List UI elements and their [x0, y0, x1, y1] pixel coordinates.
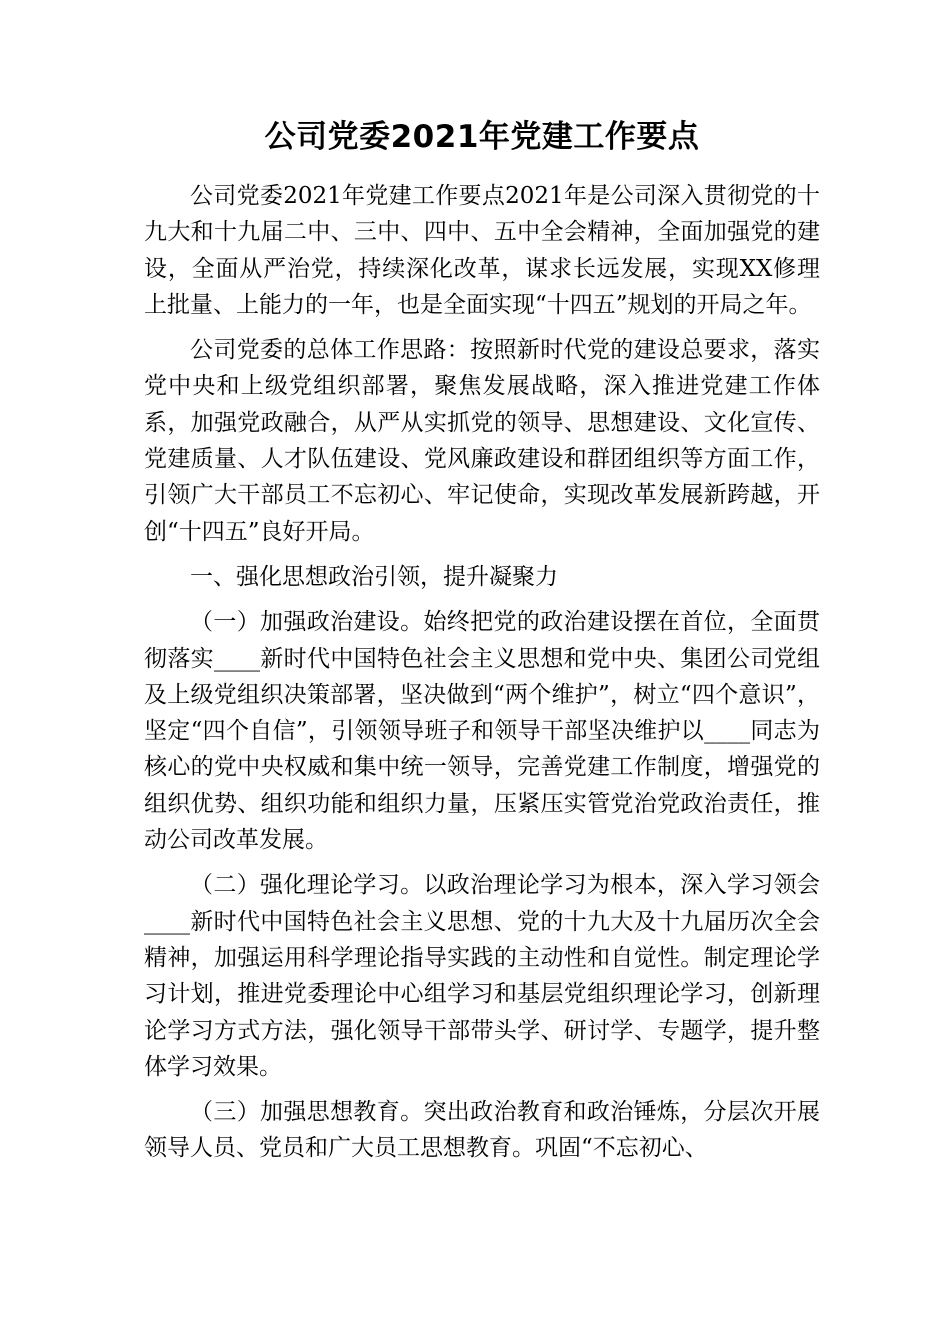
intro-paragraph: 公司党委2021年党建工作要点2021年是公司深入贯彻党的十九大和十九届二中、三中、四中、五中全会精神，全面加强党的建设，全面从严治党，持续深化改革，谋求长远发展，实现XX修理上批量、上能力的一年，也是全面实现“十四五”规划的开局之年。 — [144, 183, 820, 318]
document-title: 公司党委2021年党建工作要点 — [264, 119, 700, 155]
political-building-paragraph: （一）加强政治建设。始终把党的政治建设摆在首位，全面贯彻落实____新时代中国特色社会主义思想和党中央、集团公司党组及上级党组织决策部署，坚决做到“两个维护”，树立“四个意识”，坚定“四个自信”，引领领导班子和领导干部坚决维护以____同志为核心的党中央权威和集中统一领导，完善党建工作制度，增强党的组织优势、组织功能和组织力量，压紧压实管党治党政治责任，推动公司改革发展。 — [144, 609, 820, 854]
ideological-education-paragraph: （三）加强思想教育。突出政治教育和政治锤炼，分层次开展领导人员、党员和广大员工思想教育。巩固“不忘初心、 — [144, 1099, 820, 1162]
section-heading-1: 一、强化思想政治引领，提升凝聚力 — [190, 563, 558, 590]
theory-study-paragraph: （二）强化理论学习。以政治理论学习为根本，深入学习领会____新时代中国特色社会主义思想、党的十九大及十九届历次全会精神，加强运用科学理论指导实践的主动性和自觉性。制定理论学习计划，推进党委理论中心组学习和基层党组织理论学习，创新理论学习方式方法，强化领导干部带头学、研讨学、专题学，提升整体学习效果。 — [144, 872, 820, 1080]
work-approach-paragraph: 公司党委的总体工作思路：按照新时代党的建设总要求，落实党中央和上级党组织部署，聚焦发展战略，深入推进党建工作体系，加强党政融合，从严从实抓党的领导、思想建设、文化宣传、党建质量、人才队伍建设、党风廉政建设和群团组织等方面工作，引领广大干部员工不忘初心、牢记使命，实现改革发展新跨越，开创“十四五”良好开局。 — [144, 337, 820, 545]
document-page — [144, 110, 820, 1176]
